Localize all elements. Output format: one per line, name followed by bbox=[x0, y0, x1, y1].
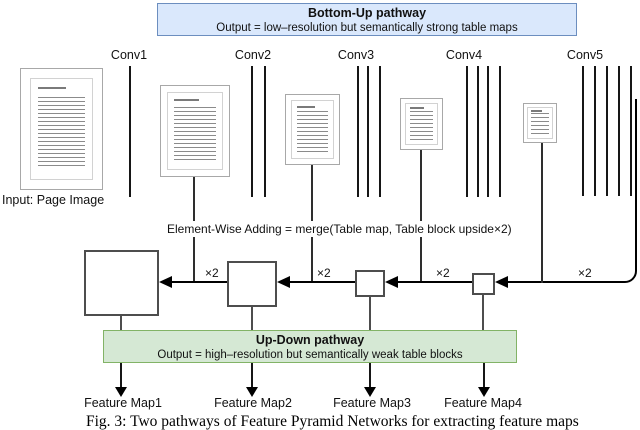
table-map-line-3 bbox=[420, 150, 422, 283]
table-map-line-4 bbox=[541, 143, 543, 283]
page-text-rows bbox=[38, 97, 84, 169]
box3-down-line bbox=[369, 295, 371, 331]
page-header-line bbox=[174, 99, 198, 101]
page-header-line bbox=[531, 110, 542, 112]
bottom-up-pathway-box bbox=[157, 3, 577, 36]
feature-map4-arrow-line bbox=[483, 363, 485, 389]
page-text-rows bbox=[174, 107, 215, 162]
input-page-label: Input: Page Image bbox=[2, 193, 105, 207]
thumbnail-content bbox=[405, 103, 438, 145]
feature-map3-arrow-line bbox=[369, 363, 371, 389]
figure-caption: Fig. 3: Two pathways of Feature Pyramid Networks for extracting feature maps bbox=[86, 413, 579, 430]
feature-map1-label: Feature Map1 bbox=[84, 396, 162, 410]
feature-map2-arrow-line bbox=[251, 363, 253, 389]
upscale-x2-label-3: ×2 bbox=[436, 266, 450, 280]
merge-line-2 bbox=[288, 281, 355, 283]
table-map-thumbnail-3 bbox=[400, 98, 443, 150]
feature-map4-label: Feature Map4 bbox=[444, 396, 522, 410]
input-page-content bbox=[30, 78, 93, 180]
merge-line-1 bbox=[170, 281, 227, 283]
conv2-label: Conv2 bbox=[234, 48, 272, 62]
table-map-thumbnail-1 bbox=[160, 85, 230, 177]
table-block-box-4 bbox=[472, 273, 495, 295]
box1-down-line bbox=[120, 314, 122, 331]
feature-map3-label: Feature Map3 bbox=[333, 396, 411, 410]
page-text-rows bbox=[297, 111, 328, 152]
up-down-subtitle: Output = high–resolution but semantically weak table blocks bbox=[157, 349, 463, 361]
page-text-rows bbox=[410, 111, 434, 140]
bottom-up-title: Bottom-Up pathway bbox=[307, 6, 427, 20]
conv3-line bbox=[357, 66, 359, 197]
conv4-line bbox=[466, 66, 468, 197]
left-arrowhead-icon bbox=[277, 276, 290, 288]
table-map-thumbnail-2 bbox=[285, 94, 340, 165]
box2-down-line bbox=[251, 305, 253, 331]
bottom-up-subtitle: Output = low–resolution but semantically strong table maps bbox=[216, 22, 518, 34]
feature-map2-label: Feature Map2 bbox=[214, 396, 292, 410]
conv1-line bbox=[129, 66, 131, 197]
conv3-line bbox=[367, 66, 369, 197]
conv4-label: Conv4 bbox=[445, 48, 483, 62]
table-block-box-3 bbox=[355, 270, 385, 297]
upscale-x2-label-1: ×2 bbox=[205, 266, 219, 280]
left-arrowhead-icon bbox=[385, 276, 398, 288]
page-header-line bbox=[297, 106, 315, 108]
feature-map1-arrow-line bbox=[120, 363, 122, 389]
conv3-line bbox=[379, 66, 381, 197]
table-block-box-1 bbox=[84, 250, 159, 316]
thumbnail-content bbox=[167, 92, 223, 170]
conv5-label: Conv5 bbox=[566, 48, 604, 62]
box4-down-line bbox=[482, 293, 484, 331]
left-arrowhead-icon bbox=[495, 276, 508, 288]
input-page-image bbox=[20, 68, 103, 190]
conv4-line bbox=[499, 66, 501, 197]
conv1-label: Conv1 bbox=[110, 48, 148, 62]
page-text-rows bbox=[531, 113, 549, 135]
elementwise-adding-label: Element-Wise Adding = merge(Table map, Table block upside×2) bbox=[167, 222, 512, 236]
thumbnail-content bbox=[527, 107, 553, 139]
conv4-line bbox=[477, 66, 479, 197]
page-header-line bbox=[38, 87, 65, 89]
conv2-line bbox=[264, 66, 266, 197]
conv4-line bbox=[487, 66, 489, 197]
conv2-line bbox=[251, 66, 253, 197]
merge-line-3 bbox=[396, 281, 472, 283]
conv3-label: Conv3 bbox=[337, 48, 375, 62]
thumbnail-content bbox=[291, 100, 334, 159]
table-block-box-2 bbox=[227, 261, 277, 307]
up-down-title: Up-Down pathway bbox=[255, 333, 365, 347]
upscale-x2-label-2: ×2 bbox=[317, 266, 331, 280]
up-down-pathway-box bbox=[103, 330, 517, 363]
upscale-x2-label-4: ×2 bbox=[578, 266, 592, 280]
left-arrowhead-icon bbox=[159, 276, 172, 288]
table-map-thumbnail-4 bbox=[523, 103, 557, 143]
page-header-line bbox=[410, 107, 424, 109]
